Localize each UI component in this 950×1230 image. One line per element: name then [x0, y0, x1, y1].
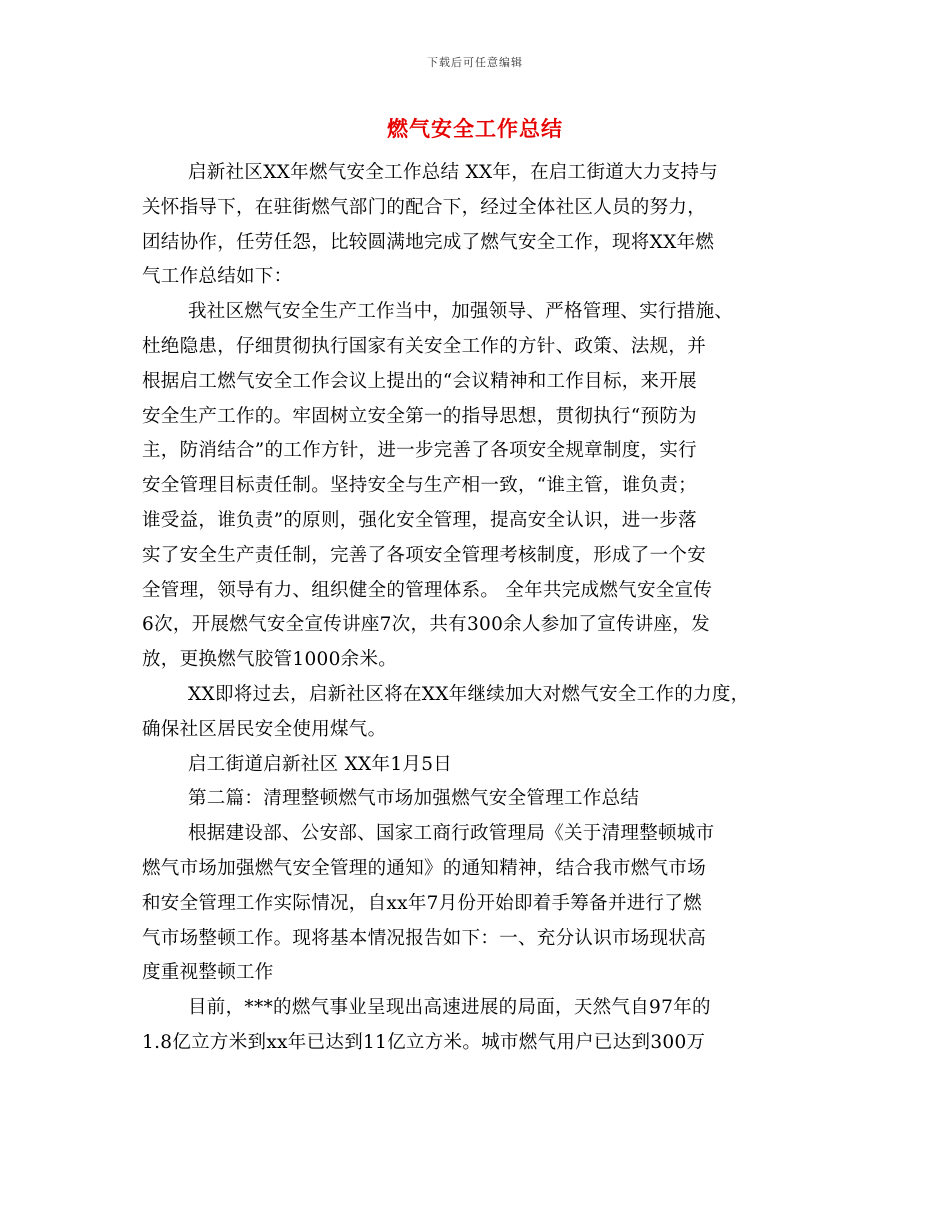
header-note: 下载后可任意编辑: [427, 56, 523, 69]
body-line: 确保社区居民安全使用煤气。: [142, 718, 387, 740]
section-heading: 第二篇：清理整顿燃气市场加强燃气安全管理工作总结: [188, 788, 640, 810]
body-line: 我社区燃气安全生产工作当中，加强领导、严格管理、实行措施、: [188, 301, 734, 323]
body-line: 度重视整顿工作: [142, 962, 274, 984]
body-line: 全管理，领导有力、组织健全的管理体系。 全年共完成燃气安全宣传: [142, 579, 713, 601]
body-line: XX即将过去，启新社区将在XX年继续加大对燃气安全工作的力度，: [188, 683, 750, 705]
body-line: 1.8亿立方米到xx年已达到11亿立方米。城市燃气用户已达到300万: [142, 1031, 706, 1053]
body-line: 6次，开展燃气安全宣传讲座7次，共有300余人参加了宣传讲座，发: [142, 614, 710, 636]
body-line: 安全管理目标责任制。坚持安全与生产相一致，“谁主管，谁负责；: [142, 475, 697, 497]
document-body: [142, 156, 822, 1061]
body-line: 放，更换燃气胶管1000余米。: [142, 649, 398, 671]
body-line: 安全生产工作的。牢固树立安全第一的指导思想，贯彻执行“预防为: [142, 405, 697, 427]
body-line: 燃气市场加强燃气安全管理的通知》的通知精神，结合我市燃气市场: [142, 857, 707, 879]
body-line: 和安全管理工作实际情况，自xx年7月份开始即着手筹备并进行了燃: [142, 892, 702, 914]
signature-line: 启工街道启新社区 XX年1月5日: [188, 753, 453, 775]
body-line: 团结协作，任劳任怨，比较圆满地完成了燃气安全工作，现将XX年燃: [142, 231, 715, 253]
body-line: 杜绝隐患，仔细贯彻执行国家有关安全工作的方针、政策、法规，并: [142, 335, 707, 357]
body-line: 根据建设部、公安部、国家工商行政管理局《关于清理整顿城市: [188, 823, 715, 845]
body-line: 谁受益，谁负责”的原则，强化安全管理，提高安全认识，进一步落: [142, 509, 697, 531]
body-line: 根据启工燃气安全工作会议上提出的“会议精神和工作目标，来开展: [142, 370, 697, 392]
body-line: 关怀指导下，在驻街燃气部门的配合下，经过全体社区人员的努力，: [142, 196, 707, 218]
document-title: 燃气安全工作总结: [387, 116, 563, 141]
body-line: 气工作总结如下：: [142, 266, 293, 288]
body-line: 目前，***的燃气事业呈现出高速进展的局面，天然气自97年的: [188, 997, 711, 1019]
body-line: 主，防消结合”的工作方针，进一步完善了各项安全规章制度，实行: [142, 440, 697, 462]
body-line: 启新社区XX年燃气安全工作总结 XX年，在启工街道大力支持与: [188, 162, 719, 183]
body-line: 实了安全生产责任制，完善了各项安全管理考核制度，形成了一个安: [142, 544, 707, 566]
body-line: 气市场整顿工作。现将基本情况报告如下：一、充分认识市场现状高: [142, 927, 707, 949]
